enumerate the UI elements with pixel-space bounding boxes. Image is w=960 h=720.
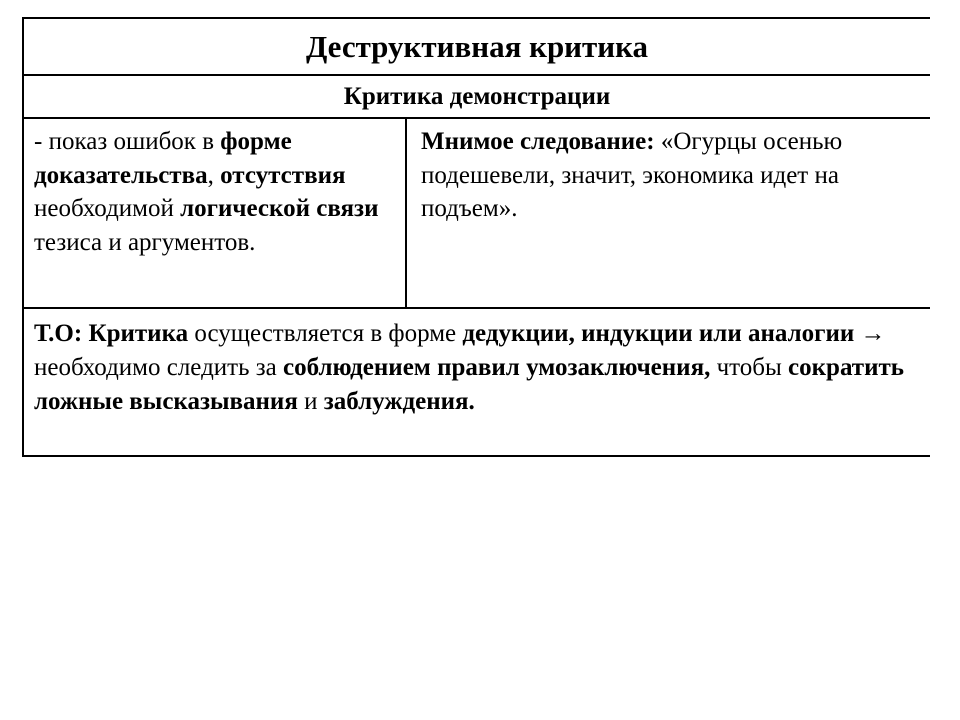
conclusion-cell bbox=[24, 309, 930, 457]
conclusion-bold-lead: Т.О: Критика bbox=[34, 320, 189, 347]
definition-text: - показ ошибок в bbox=[34, 128, 221, 155]
conclusion-text: чтобы bbox=[710, 354, 789, 381]
definition-example-row bbox=[24, 119, 930, 309]
definition-cell bbox=[24, 119, 407, 307]
example-cell bbox=[407, 119, 930, 307]
definition-text: необходимой bbox=[34, 195, 181, 222]
definition-bold-form: форме доказательства bbox=[34, 128, 292, 189]
definition-text: , bbox=[207, 161, 221, 189]
table-subtitle: Критика демонстрации bbox=[24, 76, 930, 119]
table-title: Деструктивная критика bbox=[24, 19, 930, 76]
conclusion-bold-rules: соблюдением правил умозаключения, bbox=[282, 354, 711, 381]
conclusion-text: осуществляется в форме bbox=[188, 320, 463, 347]
conclusion-bold-reduce: сократить ложные высказывания bbox=[34, 354, 904, 415]
example-text: «Огурцы осенью подешевели, значит, экономика идет на подъем». bbox=[421, 128, 843, 222]
critique-table bbox=[22, 17, 930, 457]
conclusion-bold-methods: дедукции, индукции или аналогии bbox=[462, 320, 855, 347]
conclusion-text: → необходимо следить за bbox=[34, 320, 886, 381]
definition-bold-logical-link: логической связи bbox=[180, 195, 379, 222]
conclusion-text: и bbox=[297, 388, 324, 415]
example-heading: Мнимое следование: bbox=[421, 128, 655, 155]
definition-bold-absence: отсутствия bbox=[220, 161, 346, 189]
definition-text: тезиса и аргументов. bbox=[34, 228, 256, 256]
conclusion-bold-delusions: заблуждения. bbox=[323, 388, 475, 415]
